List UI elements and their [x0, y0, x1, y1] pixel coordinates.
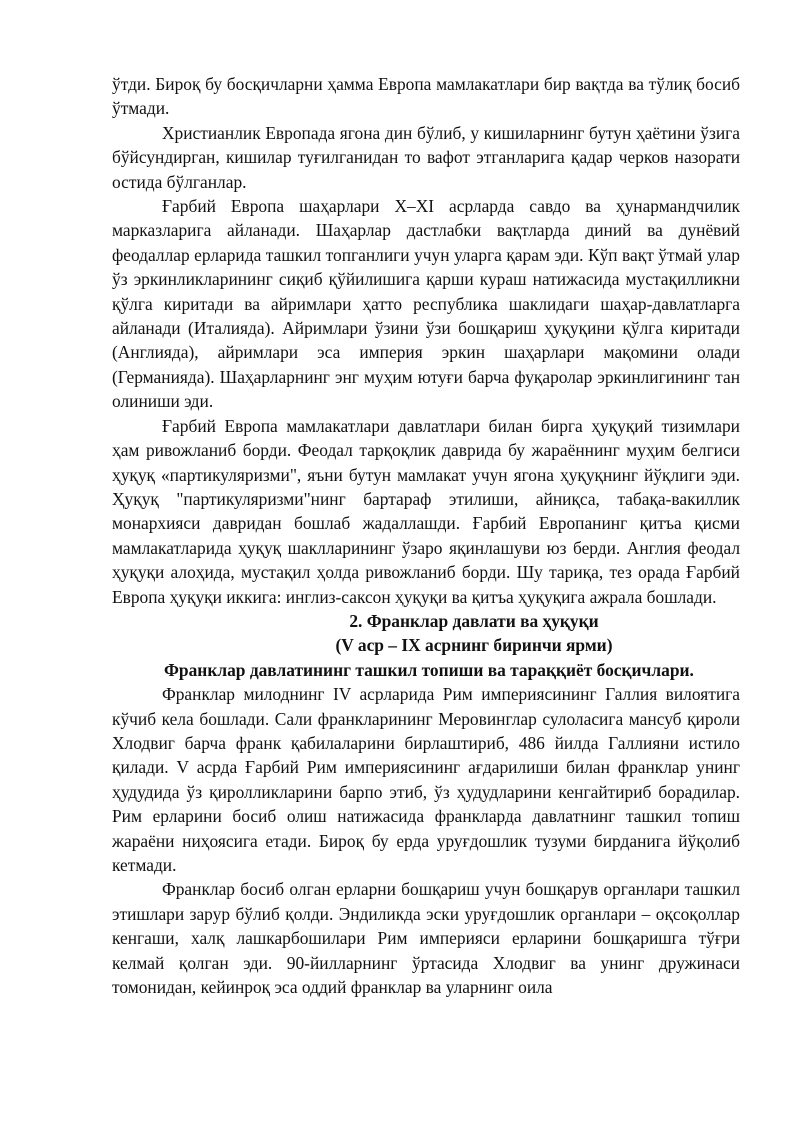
section-heading: 2. Франклар давлати ва ҳуқуқи — [349, 610, 599, 631]
paragraph-christianity: Христианлик Европада ягона дин бўлиб, у кишиларнинг бутун ҳаётини ўзига бўйсундирган, кишилар туғилганидан то вафот этганларига қадар черков назорати остида бўлганлар. — [112, 122, 740, 192]
paragraph-franks-governance: Франклар босиб олган ерларни бошқариш учун бошқарув органлари ташкил этишлари зарур бўлиб қолди. Эндиликда эски уруғдошлик органлари – оқсоқоллар кенгаши, халқ лашкарбошилари Рим империяси ерларини бошқаришга тўғри келмай қолган эди. 90-йилларнинг ўртасида Хлодвиг ва унинг дружинаси томонидан, кейинроқ эса оддий франклар ва уларнинг оила — [112, 879, 740, 998]
paragraph-continuation: ўтди. Бироқ бу босқичларни ҳамма Европа мамлакатлари бир вақтда ва тўлиқ босиб ўтмади. — [112, 74, 740, 119]
topic-heading: Франклар давлатининг ташкил топиши ва тараққиёт босқичлари. — [164, 659, 694, 680]
paragraph-franks-origin: Франклар милоднинг IV асрларида Рим империясининг Галлия вилоятига кўчиб кела бошлади. Сали франкларининг Меровинглар сулоласига мансуб қироли Хлодвиг барча франк қабилаларини бирлаштириб, 486 йилда Галлияни истило қилади. V асрда Ғарбий Рим империясининг ағдарилиши билан франклар унинг ҳудудида ўз қиролликларини барпо этиб, ўз ҳудудларини кенгайтириб борадилар. Рим ерларини босиб олиш натижасида франкларда давлатнинг ташкил топиш жараёни ниҳоясига етади. Бироқ бу ерда уруғдошлик тузуми бирданига йўқолиб кетмади. — [112, 684, 740, 875]
paragraph-cities: Ғарбий Европа шаҳарлари X–XI асрларда савдо ва ҳунармандчилик марказларига айланади. Шаҳарлар дастлабки вақтларда диний ва дунёвий феодаллар ерларида ташкил топганлиги учун уларга қарам эди. Кўп вақт ўтмай улар ўз эркинликларининг сиқиб қўйилишига қарши кураш натижасида мустақилликни қўлга киритади ва айримлари ҳатто республика шаклидаги шаҳар-давлатларга айланади (Италияда). Айримлари ўзини ўзи бошқариш ҳуқуқини қўлга киритади (Англияда), айримлари эса империя эркин шаҳарлари мақомини олади (Германияда). Шаҳарларнинг энг муҳим ютуғи барча фуқаролар эркинлигининг тан олиниши эди. — [112, 196, 740, 412]
paragraph-legal-systems: Ғарбий Европа мамлакатлари давлатлари билан бирга ҳуқуқий тизимлари ҳам ривожланиб борди. Феодал тарқоқлик даврида бу жараённинг муҳим белгиси ҳуқуқ «партикуляризми", яъни бутун мамлакат учун ягона ҳуқуқнинг йўқлиги эди. Ҳуқуқ "партикуляризми"нинг бартараф этилиши, айниқса, табақа-вакиллик монархияси давридан бошлаб жадаллашди. Ғарбий Европанинг қитъа қисми мамлакатларида ҳуқуқ шаклларининг ўзаро яқинлашуви юз берди. Англия феодал ҳуқуқи алоҳида, мустақил ҳолда ривожланиб борди. Шу тариқа, тез орада Ғарбий Европа ҳуқуқи иккига: инглиз-саксон ҳуқуқи ва қитъа ҳуқуқига ажрала бошлади. — [112, 415, 740, 607]
document-page — [112, 72, 740, 999]
section-subheading: (V аср – IX асрнинг биринчи ярми) — [335, 635, 613, 656]
